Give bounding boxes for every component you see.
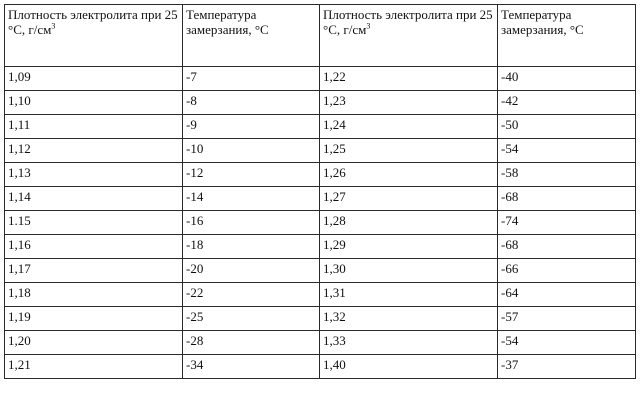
table-cell: -14 — [183, 187, 320, 211]
table-cell: 1,22 — [320, 67, 498, 91]
table-cell: -57 — [498, 307, 636, 331]
table-cell: 1,27 — [320, 187, 498, 211]
table-cell: 1,13 — [5, 163, 183, 187]
table-cell: 1,30 — [320, 259, 498, 283]
header-density-2: Плотность электролита при 25 °С, $г/см^3$ — [320, 5, 498, 67]
table-row — [5, 67, 636, 91]
table-row — [5, 187, 636, 211]
table-cell: -58 — [498, 163, 636, 187]
table-cell: -20 — [183, 259, 320, 283]
table-cell: -18 — [183, 235, 320, 259]
table-cell: -54 — [498, 139, 636, 163]
table-cell: 1,19 — [5, 307, 183, 331]
table-cell: 1,18 — [5, 283, 183, 307]
table-row — [5, 235, 636, 259]
table-cell: 1,28 — [320, 211, 498, 235]
header-freezing-temp-2: Температура замерзания, °С — [498, 5, 636, 67]
table-cell: 1,33 — [320, 331, 498, 355]
superscript-3: 3 — [51, 21, 56, 31]
table-cell: 1,29 — [320, 235, 498, 259]
table-row — [5, 91, 636, 115]
table-row — [5, 115, 636, 139]
table-cell: -12 — [183, 163, 320, 187]
table-cell: -74 — [498, 211, 636, 235]
table-cell: -10 — [183, 139, 320, 163]
table-row — [5, 163, 636, 187]
table-cell: 1,20 — [5, 331, 183, 355]
table-row — [5, 355, 636, 379]
table-cell: 1,10 — [5, 91, 183, 115]
table-row — [5, 259, 636, 283]
table-cell: -68 — [498, 187, 636, 211]
header-freezing-temp-1: Температура замерзания, °С — [183, 5, 320, 67]
table-header-row — [5, 5, 636, 67]
table-row — [5, 139, 636, 163]
table-cell: 1,16 — [5, 235, 183, 259]
table-cell: 1,23 — [320, 91, 498, 115]
table-cell: 1,25 — [320, 139, 498, 163]
table-cell: 1,14 — [5, 187, 183, 211]
header-density-1: Плотность электролита при 25 °С, $г/см^3$ — [5, 5, 183, 67]
table-cell: 1,24 — [320, 115, 498, 139]
table-cell: -68 — [498, 235, 636, 259]
table-cell: -8 — [183, 91, 320, 115]
electrolyte-freezing-table — [4, 4, 636, 379]
table-cell: 1,40 — [320, 355, 498, 379]
table-row — [5, 307, 636, 331]
table-cell: 1,32 — [320, 307, 498, 331]
table-cell: 1,11 — [5, 115, 183, 139]
table-cell: 1,26 — [320, 163, 498, 187]
table-cell: 1.15 — [5, 211, 183, 235]
table-cell: -7 — [183, 67, 320, 91]
table-cell: -42 — [498, 91, 636, 115]
table-row — [5, 283, 636, 307]
table-cell: -64 — [498, 283, 636, 307]
table-cell: -66 — [498, 259, 636, 283]
table-body — [5, 5, 636, 379]
table-cell: -40 — [498, 67, 636, 91]
table-cell: -28 — [183, 331, 320, 355]
table-cell: -9 — [183, 115, 320, 139]
table-cell: 1,31 — [320, 283, 498, 307]
table-cell: -25 — [183, 307, 320, 331]
table-cell: -54 — [498, 331, 636, 355]
table-cell: -37 — [498, 355, 636, 379]
table-row — [5, 331, 636, 355]
table-cell: 1,17 — [5, 259, 183, 283]
table-cell: 1,12 — [5, 139, 183, 163]
table-row — [5, 211, 636, 235]
table-cell: -34 — [183, 355, 320, 379]
table-cell: 1,09 — [5, 67, 183, 91]
table-cell: -50 — [498, 115, 636, 139]
table-cell: -22 — [183, 283, 320, 307]
table-cell: -16 — [183, 211, 320, 235]
superscript-3: 3 — [366, 21, 371, 31]
table-cell: 1,21 — [5, 355, 183, 379]
